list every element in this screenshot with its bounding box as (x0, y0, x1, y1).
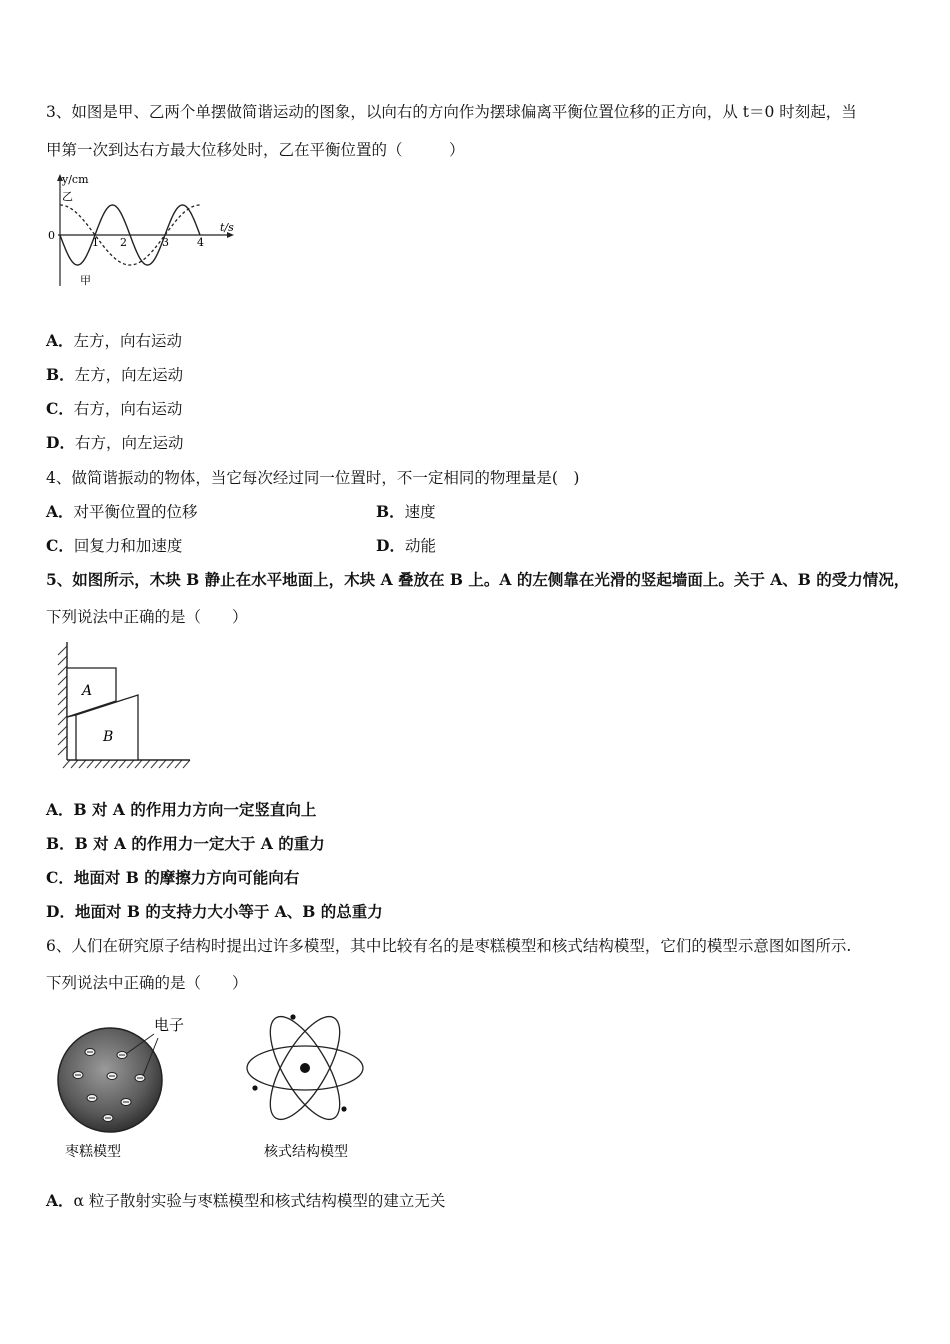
q3-stem-line1: 3、如图是甲、乙两个单摆做简谐运动的图象，以向右的方向作为摆球偏离平衡位置位移的正方向，从 t＝0 时刻起，当 (46, 103, 857, 121)
q3-option-b[interactable] (46, 365, 183, 385)
electron-1 (85, 1049, 95, 1056)
q6-option-a-text: α 粒子散射实验与枣糕模型和核式结构模型的建立无关 (73, 1192, 446, 1210)
q6-stem-line2: 下列说法中正确的是（ ） (46, 974, 248, 992)
q5-figure-svg (50, 640, 195, 770)
q3-option-a-text: 左方，向右运动 (73, 332, 183, 350)
q6-option-a[interactable] (46, 1191, 445, 1211)
orbit-electron-3 (341, 1106, 346, 1111)
q5-option-d[interactable] (46, 902, 383, 922)
q3-stem-line2: 甲第一次到达右方最大位移处时，乙在平衡位置的（ ） (46, 141, 465, 159)
plum-pudding-caption: 枣糕模型 (65, 1144, 121, 1160)
ground-hatching (63, 760, 190, 768)
q4-option-b-letter: B． (376, 502, 405, 521)
tick-3: 3 (162, 236, 169, 249)
q5-stem-line1: 5、如图所示，木块 B 静止在水平地面上，木块 A 叠放在 B 上。A 的左侧靠在光滑的竖起墙面上。关于 A、B 的受力情况， (46, 570, 910, 589)
label-block-a: A (82, 683, 93, 699)
q5-option-a-letter: A． (46, 800, 74, 819)
label-block-b: B (103, 729, 114, 745)
q3-option-b-letter: B． (46, 365, 75, 384)
q3-option-d-letter: D． (46, 433, 75, 452)
electron-7 (121, 1099, 131, 1106)
q4-option-d-letter: D． (376, 536, 405, 555)
q3-option-d-text: 右方，向左运动 (74, 434, 184, 452)
electron-8 (103, 1115, 113, 1122)
q4-option-c-text: 回复力和加速度 (73, 537, 183, 555)
q6-figure-svg (50, 1010, 380, 1170)
q4-option-a-letter: A． (46, 502, 74, 521)
electron-3 (73, 1072, 83, 1079)
q4-option-c-letter: C． (46, 536, 74, 555)
q3-oscillation-graph (44, 172, 244, 292)
tick-4: 4 (197, 236, 204, 249)
q3-option-d[interactable] (46, 433, 183, 453)
q6-atom-models-figure (50, 1010, 380, 1170)
q3-graph-svg (44, 172, 244, 292)
q5-option-d-letter: D． (46, 902, 75, 921)
curve-label-yi: 乙 (62, 190, 73, 203)
q5-option-b-letter: B． (46, 834, 75, 853)
electron-2 (117, 1052, 127, 1059)
orbit-electron-2 (252, 1085, 257, 1090)
q5-option-b[interactable] (46, 834, 325, 854)
electron-4 (107, 1073, 117, 1080)
q3-option-b-text: 左方，向左运动 (74, 366, 184, 384)
q4-option-b-text: 速度 (404, 503, 436, 521)
q5-option-b-text: B 对 A 的作用力一定大于 A 的重力 (74, 834, 325, 853)
q5-option-c-letter: C． (46, 868, 74, 887)
nuclear-model-caption: 核式结构模型 (264, 1144, 348, 1160)
q3-option-c[interactable] (46, 399, 182, 419)
y-axis-label: y/cm (62, 173, 89, 186)
q5-blocks-figure (50, 640, 195, 770)
q4-option-a[interactable] (46, 502, 198, 522)
q5-option-c[interactable] (46, 868, 299, 888)
q4-stem: 4、做简谐振动的物体，当它每次经过同一位置时，不一定相同的物理量是( ) (46, 469, 580, 487)
q4-option-d-text: 动能 (404, 537, 436, 555)
q4-option-c[interactable] (46, 536, 182, 556)
q3-option-c-letter: C． (46, 399, 74, 418)
q3-option-c-text: 右方，向右运动 (73, 400, 183, 418)
electron-label: 电子 (154, 1016, 185, 1034)
q5-option-a-text: B 对 A 的作用力方向一定竖直向上 (73, 800, 317, 819)
q3-option-a[interactable] (46, 331, 182, 351)
q5-option-a[interactable] (46, 800, 316, 820)
q4-option-a-text: 对平衡位置的位移 (73, 503, 198, 521)
q6-stem-line1: 6、人们在研究原子结构时提出过许多模型，其中比较有名的是枣糕模型和核式结构模型，它们的模型示意图如图所示. (46, 937, 852, 955)
orbit-electron-1 (290, 1014, 295, 1019)
q5-stem-line2: 下列说法中正确的是（ ） (46, 608, 248, 626)
origin-label: 0 (48, 229, 55, 242)
wall-hatching (58, 646, 67, 755)
q5-option-d-text: 地面对 B 的支持力大小等于 A、B 的总重力 (74, 902, 383, 921)
q6-option-a-letter: A． (46, 1191, 74, 1210)
electron-6 (87, 1095, 97, 1102)
q5-option-c-text: 地面对 B 的摩擦力方向可能向右 (73, 868, 300, 887)
tick-2: 2 (120, 236, 127, 249)
t-axis-label: t/s (220, 221, 234, 234)
q4-option-b[interactable] (376, 502, 436, 522)
q4-option-d[interactable] (376, 536, 436, 556)
q3-option-a-letter: A． (46, 331, 74, 350)
nucleus (300, 1063, 310, 1073)
curve-label-jia: 甲 (80, 274, 91, 287)
tick-1: 1 (92, 236, 99, 249)
